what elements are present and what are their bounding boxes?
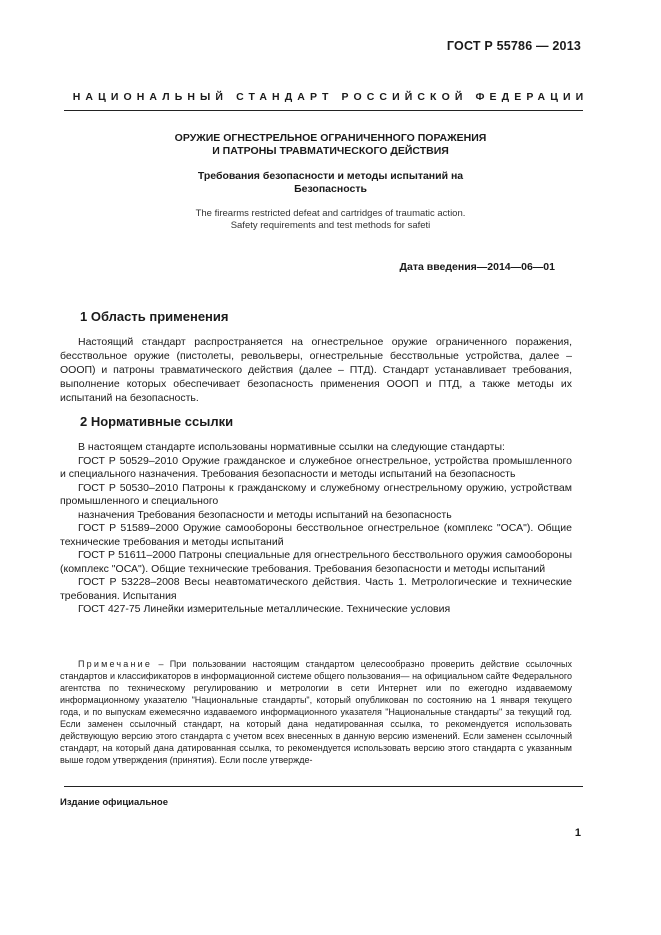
english-title-line: Safety requirements and test methods for safeti: [230, 220, 431, 231]
subtitle-russian: [0, 170, 661, 196]
note-label: Примечание: [78, 659, 153, 669]
section-1-heading: 1 Область применения: [80, 309, 229, 324]
title-russian: [0, 132, 661, 158]
section-2-heading: 2 Нормативные ссылки: [80, 414, 234, 429]
document-number: ГОСТ Р 55786 — 2013: [446, 39, 581, 53]
title-line: ОРУЖИЕ ОГНЕСТРЕЛЬНОЕ ОГРАНИЧЕННОГО ПОРАЖЕНИЯ: [174, 132, 487, 144]
note-block: [60, 658, 572, 766]
section-1-paragraph: Настоящий стандарт распространяется на огнестрельное оружие ограниченного поражения, бесствольное оружие (пистолеты, револьверы, огнестрельные бесствольные устройства, далее – ОООП) и патроны травматического действия (далее – ПТД). Стандарт устанавливает требования, выполнение которых обеспечивает безопасность применения ОООП и ПТД, а также методы их испытаний на безопасность.: [60, 336, 572, 404]
standard-header: НАЦИОНАЛЬНЫЙ СТАНДАРТ РОССИЙСКОЙ ФЕДЕРАЦИИ: [72, 91, 589, 103]
title-english: [0, 208, 661, 232]
footer-divider: [64, 786, 583, 787]
reference-line: назначения Требования безопасности и методы испытаний на безопасность: [78, 508, 452, 521]
reference-line: ГОСТ Р 50530–2010 Патроны к гражданскому и служебному огнестрельному оружию, устройствам промышленного и специального: [60, 481, 572, 507]
title-line: И ПАТРОНЫ ТРАВМАТИЧЕСКОГО ДЕЙСТВИЯ: [212, 145, 449, 157]
introduction-date: Дата введения—2014—06—01: [399, 261, 555, 273]
reference-line: ГОСТ Р 51611–2000 Патроны специальные для огнестрельного бесствольного оружия самообороны (комплекс "ОСА"). Общие технические требования. Требования безопасности и методы испытаний: [60, 549, 572, 575]
english-title-line: The firearms restricted defeat and cartridges of traumatic action.: [195, 208, 466, 219]
subtitle-line: Требования безопасности и методы испытаний на: [197, 170, 464, 182]
reference-line: ГОСТ 427-75 Линейки измерительные металлические. Технические условия: [78, 603, 451, 615]
reference-line: ГОСТ Р 53228–2008 Весы неавтоматического действия. Часть 1. Метрологические и технические требования. Испытания: [60, 576, 572, 602]
official-edition-label: Издание официальное: [60, 797, 168, 808]
note-text: – При пользовании настоящим стандартом целесообразно проверить действие ссылочных стандартов и классификаторов в информационной системе общего пользования— на официальном сайте Федерального агентства по техническому регулированию и метрологии в сети Интернет или по ежегодно издаваемому информационному указателю "Национальные стандарты", который опубликован по состоянию на 1 января текущего года, и по выпускам ежемесячно издаваемого информационного указателя "Национальные стандарты" за текущий год. Если заменен ссылочный стандарт, на который дана недатированная ссылка, то рекомендуется использовать действующую версию этого стандарта с учетом всех внесенных в данную версию изменений. Если заменен ссылочный стандарт, на который дана датированная ссылка, то рекомендуется использовать версию этого стандарта с указанным выше годом утверждения (принятия). Если после утвержде-: [60, 659, 572, 765]
subtitle-line: Безопасность: [294, 183, 367, 195]
title-block: [0, 132, 661, 232]
header-divider: [64, 110, 583, 111]
normative-references: [60, 441, 572, 617]
reference-line: ГОСТ Р 51589–2000 Оружие самообороны бесствольное огнестрельное (комплекс "ОСА"). Общие технические требования и методы испытаний: [60, 522, 572, 548]
reference-line: В настоящем стандарте использованы нормативные ссылки на следующие стандарты:: [78, 441, 505, 453]
page-number: 1: [574, 827, 581, 839]
reference-line: ГОСТ Р 50529–2010 Оружие гражданское и служебное огнестрельное, устройства промышленного и специального назначения. Требования безопасности и методы испытаний на безопасность: [60, 454, 572, 480]
section-1-body: [60, 335, 572, 405]
